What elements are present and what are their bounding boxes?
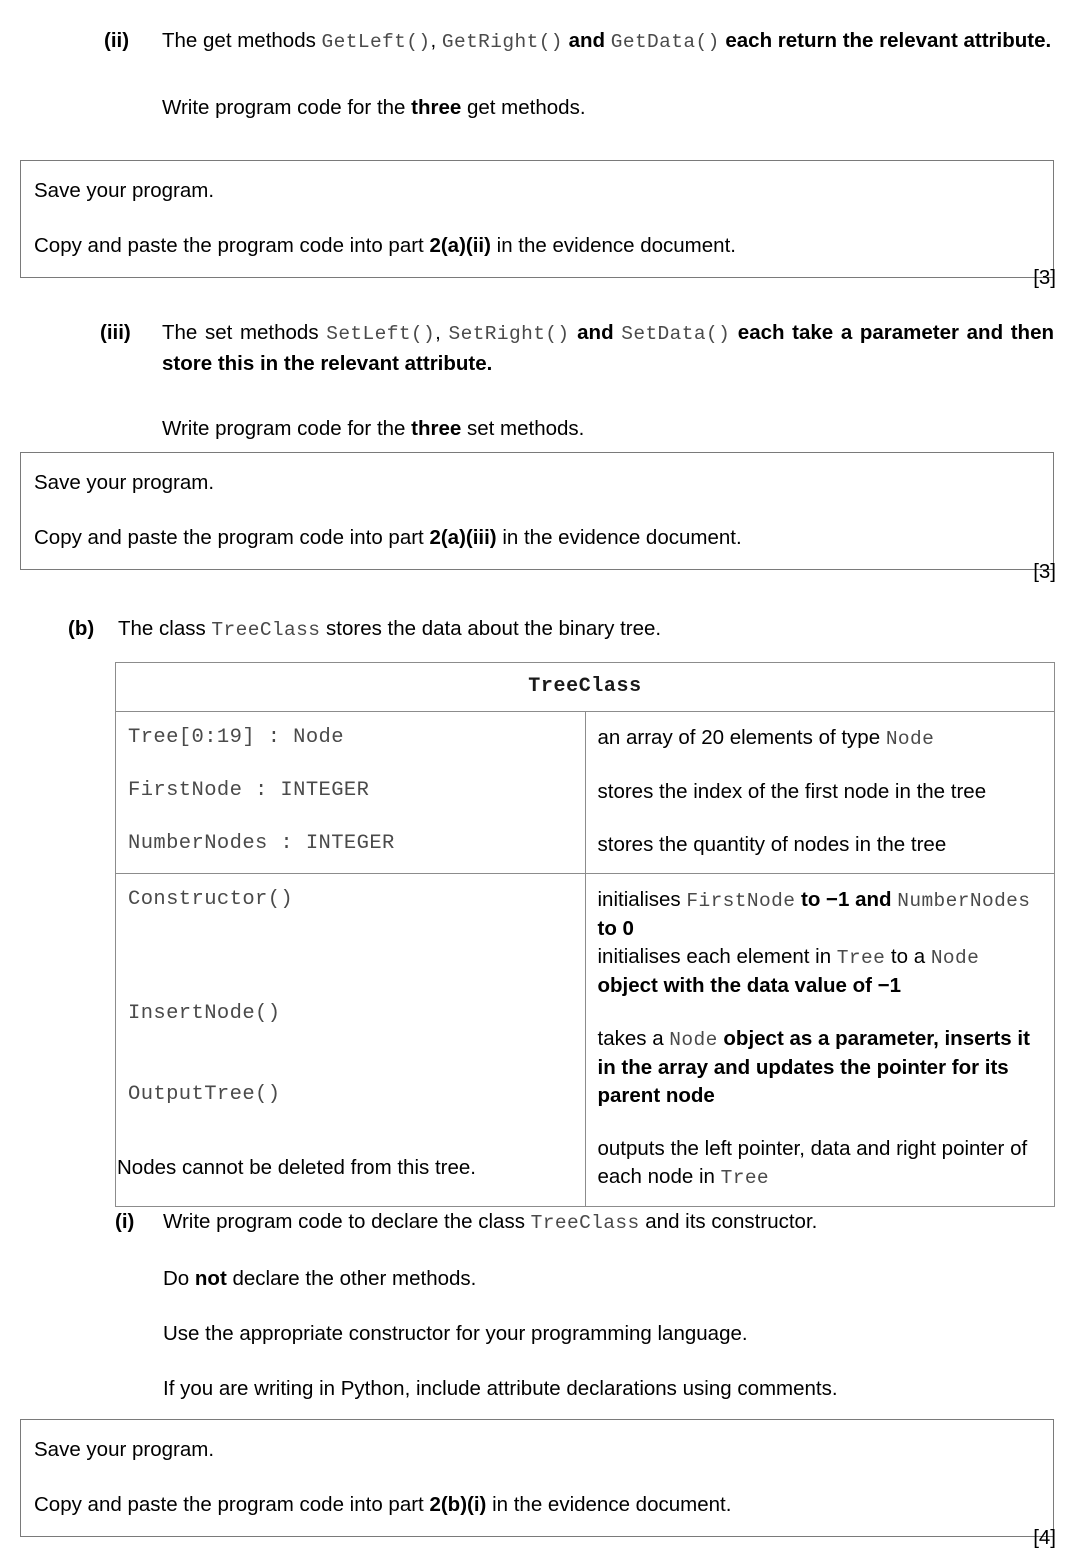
attr-desc-tree (598, 724, 1043, 753)
question-b-text (118, 614, 1054, 645)
save-box-1-line2-pre: Copy and paste the program code into part (34, 234, 430, 257)
code-setright: SetRight() (448, 323, 570, 345)
save-box-2-part-ref: 2(a)(iii) (429, 526, 497, 549)
question-label-b: (b) (68, 617, 95, 640)
q-iii-text-post: each take a parameter and then store this in the relevant attribute. (162, 321, 1055, 375)
marks-a-iii: [3] (1033, 560, 1056, 583)
q-b-text-post: stores the data about the binary tree. (320, 617, 662, 640)
question-b-i-line2 (163, 1264, 1054, 1293)
method-signature-constructor: Constructor() (128, 888, 294, 911)
save-box-3-line1: Save your program. (34, 1438, 215, 1461)
method-desc-insertnode (598, 1025, 1043, 1110)
q-ii-instr-bold: three (411, 96, 462, 119)
code-setleft: SetLeft() (326, 323, 436, 345)
save-box-a-ii (20, 160, 1054, 278)
attr-desc-tree-pre: an array of 20 elements of type (597, 726, 886, 749)
marks-b-i: [4] (1033, 1526, 1056, 1549)
save-box-1-part-ref: 2(a)(ii) (429, 234, 491, 257)
attr-desc-firstnode: stores the index of the first node in the tree (597, 780, 987, 803)
constructor-l1-mid1: to −1 and (795, 888, 898, 911)
save-box-3-line2 (34, 1490, 1040, 1519)
question-b-i-line1 (163, 1207, 1054, 1238)
constructor-l1-pre: initialises (597, 888, 687, 911)
save-box-a-iii (20, 452, 1054, 570)
q-ii-text-post: each return the relevant attribute. (719, 29, 1052, 52)
treeclass-table (115, 662, 1055, 1207)
question-label-b-i: (i) (115, 1210, 135, 1233)
code-getdata: GetData() (610, 31, 720, 53)
question-iii-text (162, 318, 1054, 378)
table-header-row (116, 663, 1055, 712)
b-i-l2-post: declare the other methods. (226, 1267, 477, 1290)
question-label-iii: (iii) (100, 321, 131, 344)
save-box-1-line2-post: in the evidence document. (490, 234, 736, 257)
save-box-2-line2-pre: Copy and paste the program code into part (34, 526, 430, 549)
save-box-3-line2-pre: Copy and paste the program code into part (34, 1493, 430, 1516)
q-iii-sep2: and (569, 321, 622, 344)
save-box-2-line2-post: in the evidence document. (496, 526, 742, 549)
q-iii-instr-bold: three (411, 417, 462, 440)
q-ii-instr-pre: Write program code for the (162, 96, 412, 119)
note-nodes-cannot-be-deleted: Nodes cannot be deleted from this tree. (117, 1156, 476, 1179)
save-box-2-line2 (34, 523, 1040, 552)
q-ii-sep1: , (430, 29, 442, 52)
q-iii-text-pre: The set methods (162, 321, 327, 344)
attributes-description-cell (585, 712, 1055, 874)
question-b-i (115, 1207, 1054, 1403)
save-box-b-i (20, 1419, 1054, 1537)
code-node-param: Node (669, 1029, 718, 1051)
constructor-desc-line1 (598, 886, 1043, 943)
attr-desc-numbernodes: stores the quantity of nodes in the tree (597, 833, 947, 856)
table-title: TreeClass (116, 663, 1055, 712)
save-box-1-line2 (34, 231, 1040, 260)
insertnode-desc-line1 (598, 1025, 1043, 1110)
insertnode-l1-mid1: object as a parameter, inserts it in the array and updates the pointer for its parent node (597, 1027, 1030, 1107)
q-ii-sep2: and (562, 29, 611, 52)
question-label-ii: (ii) (104, 29, 130, 52)
insertnode-l1-pre: takes a (597, 1027, 670, 1050)
code-getright: GetRight() (441, 31, 563, 53)
constructor-l2-pre: initialises each element in (597, 945, 837, 968)
outputtree-desc-line1 (598, 1135, 1043, 1192)
attr-signature-tree: Tree[0:19] : Node (128, 726, 344, 749)
marks-a-ii: [3] (1033, 266, 1056, 289)
question-b-intro (68, 614, 1054, 645)
outputtree-l1-pre: outputs the left pointer, data and right pointer of each node in (597, 1137, 1028, 1188)
code-setdata: SetData() (621, 323, 731, 345)
method-desc-outputtree (598, 1135, 1043, 1192)
question-b-i-line4: If you are writing in Python, include attribute declarations using comments. (163, 1377, 838, 1400)
b-i-l1-pre: Write program code to declare the class (163, 1210, 531, 1233)
q-ii-text-pre: The get methods (162, 29, 322, 52)
question-a-ii (104, 26, 1054, 122)
code-node-type: Node (885, 728, 935, 750)
table-row-attributes (116, 712, 1055, 874)
save-box-3-line2-post: in the evidence document. (486, 1493, 732, 1516)
q-iii-instr-post: set methods. (461, 417, 585, 440)
b-i-l2-pre: Do (163, 1267, 195, 1290)
attr-signature-firstnode: FirstNode : INTEGER (128, 779, 370, 802)
question-a-iii (100, 318, 1054, 443)
q-iii-sep1: , (435, 321, 449, 344)
code-treeclass-decl: TreeClass (530, 1212, 640, 1234)
question-iii-instruction (162, 414, 1054, 443)
constructor-desc-line2 (598, 943, 1043, 1000)
methods-description-cell (585, 874, 1055, 1207)
constructor-l1-mid2: to 0 (597, 917, 634, 940)
code-getleft: GetLeft() (321, 31, 431, 53)
method-desc-constructor (598, 886, 1043, 1000)
code-numbernodes: NumberNodes (897, 890, 1031, 912)
q-b-text-pre: The class (118, 617, 212, 640)
attributes-signature-cell (116, 712, 586, 874)
constructor-l2-mid1: to a (885, 945, 931, 968)
code-tree: Tree (836, 947, 886, 969)
question-b-i-line3: Use the appropriate constructor for your programming language. (163, 1322, 748, 1345)
save-box-2-line1: Save your program. (34, 471, 215, 494)
code-tree-out: Tree (720, 1167, 770, 1189)
question-ii-instruction (162, 93, 1054, 122)
q-iii-instr-pre: Write program code for the (162, 417, 412, 440)
save-box-1-line1: Save your program. (34, 179, 215, 202)
constructor-l2-mid2: object with the data value of −1 (597, 974, 902, 997)
save-box-3-part-ref: 2(b)(i) (429, 1493, 487, 1516)
attr-signature-numbernodes: NumberNodes : INTEGER (128, 832, 395, 855)
code-node-obj: Node (930, 947, 980, 969)
b-i-l1-post: and its constructor. (639, 1210, 818, 1233)
b-i-l2-bold: not (194, 1267, 227, 1290)
question-ii-text (162, 26, 1054, 57)
method-signature-outputtree: OutputTree() (128, 1083, 281, 1106)
code-treeclass-intro: TreeClass (211, 619, 321, 641)
q-ii-instr-post: get methods. (461, 96, 586, 119)
method-signature-insertnode: InsertNode() (128, 1002, 281, 1025)
code-firstnode: FirstNode (686, 890, 796, 912)
